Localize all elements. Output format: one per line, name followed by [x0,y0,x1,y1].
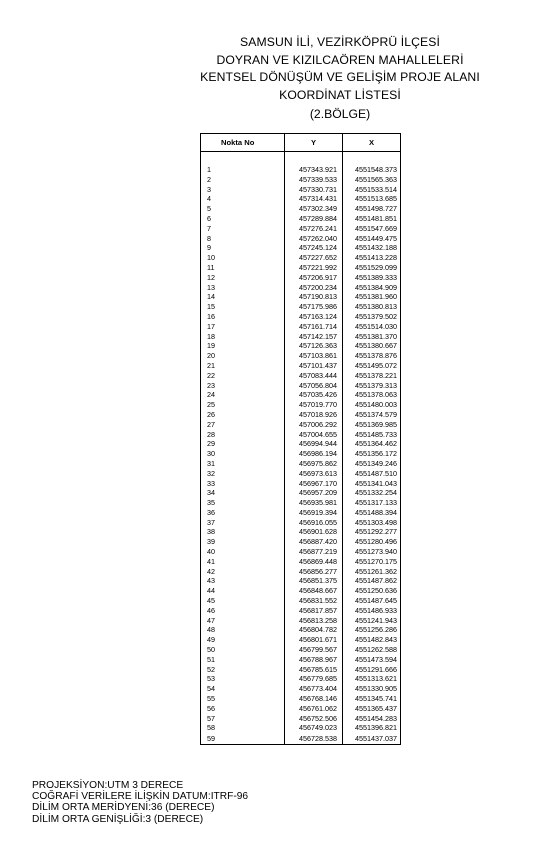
y-coordinate-cell: 457343.921 [285,165,343,175]
point-number-cell: 57 [201,714,285,724]
point-number-cell: 11 [201,263,285,273]
x-coordinate-cell: 4551280.496 [343,537,401,547]
point-number-cell: 37 [201,518,285,528]
point-number-cell: 20 [201,351,285,361]
table-row [201,684,401,694]
table-row [201,635,401,645]
point-number-cell: 38 [201,527,285,537]
y-coordinate-cell: 456799.567 [285,645,343,655]
x-coordinate-cell: 4551380.813 [343,302,401,312]
point-number-cell: 58 [201,723,285,733]
table-row [201,204,401,214]
x-coordinate-cell: 4551514.030 [343,322,401,332]
table-header-row [201,134,401,152]
x-coordinate-cell: 4551486.933 [343,606,401,616]
y-coordinate-cell: 457006.292 [285,420,343,430]
table-row [201,645,401,655]
point-number-cell: 5 [201,204,285,214]
y-coordinate-cell: 456779.685 [285,674,343,684]
y-coordinate-cell: 457004.655 [285,430,343,440]
x-coordinate-cell: 4551379.313 [343,381,401,391]
y-coordinate-cell: 457262.040 [285,234,343,244]
table-row [201,665,401,675]
y-coordinate-cell: 456877.219 [285,547,343,557]
table-row [201,312,401,322]
y-coordinate-cell: 457163.124 [285,312,343,322]
table-row [201,694,401,704]
point-number-cell: 13 [201,283,285,293]
point-number-cell: 45 [201,596,285,606]
point-number-cell: 48 [201,625,285,635]
table-row [201,508,401,518]
header-point-no: Nokta No [201,134,285,152]
table-row [201,361,401,371]
table-row [201,420,401,430]
table-row [201,733,401,744]
table-row [201,410,401,420]
point-number-cell: 55 [201,694,285,704]
y-coordinate-cell: 456773.404 [285,684,343,694]
y-coordinate-cell: 456856.277 [285,567,343,577]
table-row [201,714,401,724]
point-number-cell: 6 [201,214,285,224]
table-row [201,302,401,312]
y-coordinate-cell: 456788.967 [285,655,343,665]
table-row [201,263,401,273]
x-coordinate-cell: 4551291.666 [343,665,401,675]
footer-projection: PROJEKSİYON:UTM 3 DERECE [32,780,184,791]
point-number-cell: 29 [201,439,285,449]
point-number-cell: 43 [201,576,285,586]
table-row [201,400,401,410]
y-coordinate-cell: 457276.241 [285,224,343,234]
point-number-cell: 44 [201,586,285,596]
point-number-cell: 4 [201,194,285,204]
table-row [201,194,401,204]
table-row [201,243,401,253]
table-row [201,596,401,606]
table-row [201,479,401,489]
y-coordinate-cell: 456752.506 [285,714,343,724]
table-row [201,557,401,567]
x-coordinate-cell: 4551384.909 [343,283,401,293]
y-coordinate-cell: 456986.194 [285,449,343,459]
y-coordinate-cell: 457289.884 [285,214,343,224]
x-coordinate-cell: 4551547.669 [343,224,401,234]
x-coordinate-cell: 4551533.514 [343,185,401,195]
y-coordinate-cell: 456785.615 [285,665,343,675]
x-coordinate-cell: 4551303.498 [343,518,401,528]
x-coordinate-cell: 4551317.133 [343,498,401,508]
point-number-cell: 56 [201,704,285,714]
y-coordinate-cell: 457302.349 [285,204,343,214]
y-coordinate-cell: 456831.552 [285,596,343,606]
point-number-cell: 32 [201,469,285,479]
x-coordinate-cell: 4551565.363 [343,175,401,185]
x-coordinate-cell: 4551432.188 [343,243,401,253]
x-coordinate-cell: 4551365.437 [343,704,401,714]
y-coordinate-cell: 456967.170 [285,479,343,489]
table-body [201,152,401,745]
table-row [201,576,401,586]
y-coordinate-cell: 456935.981 [285,498,343,508]
table-row [201,723,401,733]
table-row [201,439,401,449]
y-coordinate-cell: 457142.157 [285,332,343,342]
point-number-cell: 22 [201,371,285,381]
title-list-name: KOORDİNAT LİSTESİ [279,87,401,102]
x-coordinate-cell: 4551364.462 [343,439,401,449]
projection-info [32,780,248,825]
y-coordinate-cell: 456901.628 [285,527,343,537]
y-coordinate-cell: 456728.538 [285,733,343,744]
y-coordinate-cell: 457126.363 [285,341,343,351]
table-row [201,655,401,665]
y-coordinate-cell: 457227.652 [285,253,343,263]
point-number-cell: 9 [201,243,285,253]
point-number-cell: 27 [201,420,285,430]
table-row [201,704,401,714]
point-number-cell: 54 [201,684,285,694]
point-number-cell: 21 [201,361,285,371]
x-coordinate-cell: 4551381.960 [343,292,401,302]
x-coordinate-cell: 4551513.685 [343,194,401,204]
x-coordinate-cell: 4551330.905 [343,684,401,694]
point-number-cell: 26 [201,410,285,420]
point-number-cell: 12 [201,273,285,283]
x-coordinate-cell: 4551241.943 [343,616,401,626]
x-coordinate-cell: 4551356.172 [343,449,401,459]
x-coordinate-cell: 4551349.246 [343,459,401,469]
y-coordinate-cell: 456749.023 [285,723,343,733]
table-row [201,273,401,283]
table-row [201,165,401,175]
point-number-cell: 24 [201,390,285,400]
x-coordinate-cell: 4551341.043 [343,479,401,489]
y-coordinate-cell: 457190.813 [285,292,343,302]
y-coordinate-cell: 457330.731 [285,185,343,195]
y-coordinate-cell: 456887.420 [285,537,343,547]
x-coordinate-cell: 4551378.221 [343,371,401,381]
y-coordinate-cell: 456848.667 [285,586,343,596]
table-row [201,322,401,332]
x-coordinate-cell: 4551345.741 [343,694,401,704]
y-coordinate-cell: 456975.862 [285,459,343,469]
point-number-cell: 59 [201,733,285,744]
x-coordinate-cell: 4551292.277 [343,527,401,537]
table-row [201,674,401,684]
y-coordinate-cell: 457161.714 [285,322,343,332]
point-number-cell: 14 [201,292,285,302]
x-coordinate-cell: 4551396.821 [343,723,401,733]
x-coordinate-cell: 4551480.003 [343,400,401,410]
point-number-cell: 19 [201,341,285,351]
y-coordinate-cell: 456916.055 [285,518,343,528]
x-coordinate-cell: 4551488.394 [343,508,401,518]
point-number-cell: 15 [201,302,285,312]
table-row [201,469,401,479]
table-row [201,381,401,391]
x-coordinate-cell: 4551261.362 [343,567,401,577]
table-row [201,488,401,498]
point-number-cell: 23 [201,381,285,391]
point-number-cell: 16 [201,312,285,322]
point-number-cell: 25 [201,400,285,410]
point-number-cell: 50 [201,645,285,655]
x-coordinate-cell: 4551378.876 [343,351,401,361]
x-coordinate-cell: 4551413.228 [343,253,401,263]
x-coordinate-cell: 4551378.063 [343,390,401,400]
point-number-cell: 52 [201,665,285,675]
table-row [201,527,401,537]
y-coordinate-cell: 456869.448 [285,557,343,567]
x-coordinate-cell: 4551380.667 [343,341,401,351]
x-coordinate-cell: 4551485.733 [343,430,401,440]
table-row [201,459,401,469]
y-coordinate-cell: 456801.671 [285,635,343,645]
point-number-cell: 53 [201,674,285,684]
x-coordinate-cell: 4551273.940 [343,547,401,557]
x-coordinate-cell: 4551374.579 [343,410,401,420]
y-coordinate-cell: 457245.124 [285,243,343,253]
table-row [201,498,401,508]
x-coordinate-cell: 4551495.072 [343,361,401,371]
document-title [150,34,530,124]
y-coordinate-cell: 457200.234 [285,283,343,293]
point-number-cell: 36 [201,508,285,518]
point-number-cell: 34 [201,488,285,498]
point-number-cell: 39 [201,537,285,547]
point-number-cell: 40 [201,547,285,557]
x-coordinate-cell: 4551487.510 [343,469,401,479]
point-number-cell: 18 [201,332,285,342]
table-row [201,175,401,185]
x-coordinate-cell: 4551369.985 [343,420,401,430]
y-coordinate-cell: 457206.917 [285,273,343,283]
header-x: X [343,134,401,152]
y-coordinate-cell: 457103.861 [285,351,343,361]
x-coordinate-cell: 4551332.254 [343,488,401,498]
x-coordinate-cell: 4551454.283 [343,714,401,724]
y-coordinate-cell: 457019.770 [285,400,343,410]
table-row [201,253,401,263]
x-coordinate-cell: 4551262.588 [343,645,401,655]
y-coordinate-cell: 457018.926 [285,410,343,420]
y-coordinate-cell: 456851.375 [285,576,343,586]
y-coordinate-cell: 457175.986 [285,302,343,312]
x-coordinate-cell: 4551381.370 [343,332,401,342]
y-coordinate-cell: 456761.062 [285,704,343,714]
y-coordinate-cell: 456768.146 [285,694,343,704]
point-number-cell: 46 [201,606,285,616]
y-coordinate-cell: 456804.782 [285,625,343,635]
table-row [201,625,401,635]
title-province: SAMSUN İLİ, VEZİRKÖPRÜ İLÇESİ [240,35,440,49]
y-coordinate-cell: 457314.431 [285,194,343,204]
x-coordinate-cell: 4551449.475 [343,234,401,244]
point-number-cell: 1 [201,165,285,175]
table-row [201,214,401,224]
table-row [201,351,401,361]
y-coordinate-cell: 456994.944 [285,439,343,449]
point-number-cell: 2 [201,175,285,185]
footer-zone-width: DİLİM ORTA GENİŞLİĞİ:3 (DERECE) [32,813,204,825]
footer-datum: COĞRAFİ VERİLERE İLİŞKİN DATUM:ITRF-96 [32,791,249,803]
title-region: (2.BÖLGE) [309,107,371,121]
x-coordinate-cell: 4551481.851 [343,214,401,224]
x-coordinate-cell: 4551473.594 [343,655,401,665]
table-row [201,616,401,626]
y-coordinate-cell: 456919.394 [285,508,343,518]
x-coordinate-cell: 4551379.502 [343,312,401,322]
y-coordinate-cell: 457035.426 [285,390,343,400]
point-number-cell: 31 [201,459,285,469]
y-coordinate-cell: 457101.437 [285,361,343,371]
table-row [201,518,401,528]
y-coordinate-cell: 457056.804 [285,381,343,391]
x-coordinate-cell: 4551482.843 [343,635,401,645]
x-coordinate-cell: 4551437.037 [343,733,401,744]
point-number-cell: 51 [201,655,285,665]
table-row [201,224,401,234]
table-row [201,185,401,195]
table-row [201,537,401,547]
table-row [201,341,401,351]
point-number-cell: 41 [201,557,285,567]
table-row [201,234,401,244]
y-coordinate-cell: 457083.444 [285,371,343,381]
x-coordinate-cell: 4551487.862 [343,576,401,586]
point-number-cell: 3 [201,185,285,195]
table-row [201,371,401,381]
y-coordinate-cell: 457339.533 [285,175,343,185]
point-number-cell: 17 [201,322,285,332]
table-row [201,430,401,440]
point-number-cell: 33 [201,479,285,489]
x-coordinate-cell: 4551487.645 [343,596,401,606]
x-coordinate-cell: 4551256.286 [343,625,401,635]
table-spacer-row [201,152,401,166]
point-number-cell: 8 [201,234,285,244]
table-row [201,449,401,459]
table-row [201,567,401,577]
table-row [201,586,401,596]
x-coordinate-cell: 4551389.333 [343,273,401,283]
point-number-cell: 42 [201,567,285,577]
footer-central-meridian: DİLİM ORTA MERİDYENİ:36 (DERECE) [32,802,215,814]
point-number-cell: 7 [201,224,285,234]
table-row [201,390,401,400]
table-row [201,332,401,342]
x-coordinate-cell: 4551250.636 [343,586,401,596]
point-number-cell: 47 [201,616,285,626]
title-neighborhoods: DOYRAN VE KIZILCAÖREN MAHALLELERİ [216,52,464,67]
table-row [201,606,401,616]
table-row [201,547,401,557]
point-number-cell: 49 [201,635,285,645]
x-coordinate-cell: 4551498.727 [343,204,401,214]
x-coordinate-cell: 4551270.175 [343,557,401,567]
y-coordinate-cell: 456817.857 [285,606,343,616]
x-coordinate-cell: 4551313.621 [343,674,401,684]
point-number-cell: 30 [201,449,285,459]
table-row [201,283,401,293]
y-coordinate-cell: 456957.209 [285,488,343,498]
x-coordinate-cell: 4551529.099 [343,263,401,273]
coordinate-table [200,133,401,745]
y-coordinate-cell: 456813.258 [285,616,343,626]
point-number-cell: 10 [201,253,285,263]
title-project-area: KENTSEL DÖNÜŞÜM VE GELİŞİM PROJE ALANI [200,70,480,84]
header-y: Y [285,134,343,152]
x-coordinate-cell: 4551548.373 [343,165,401,175]
point-number-cell: 28 [201,430,285,440]
point-number-cell: 35 [201,498,285,508]
y-coordinate-cell: 456973.613 [285,469,343,479]
table-row [201,292,401,302]
y-coordinate-cell: 457221.992 [285,263,343,273]
